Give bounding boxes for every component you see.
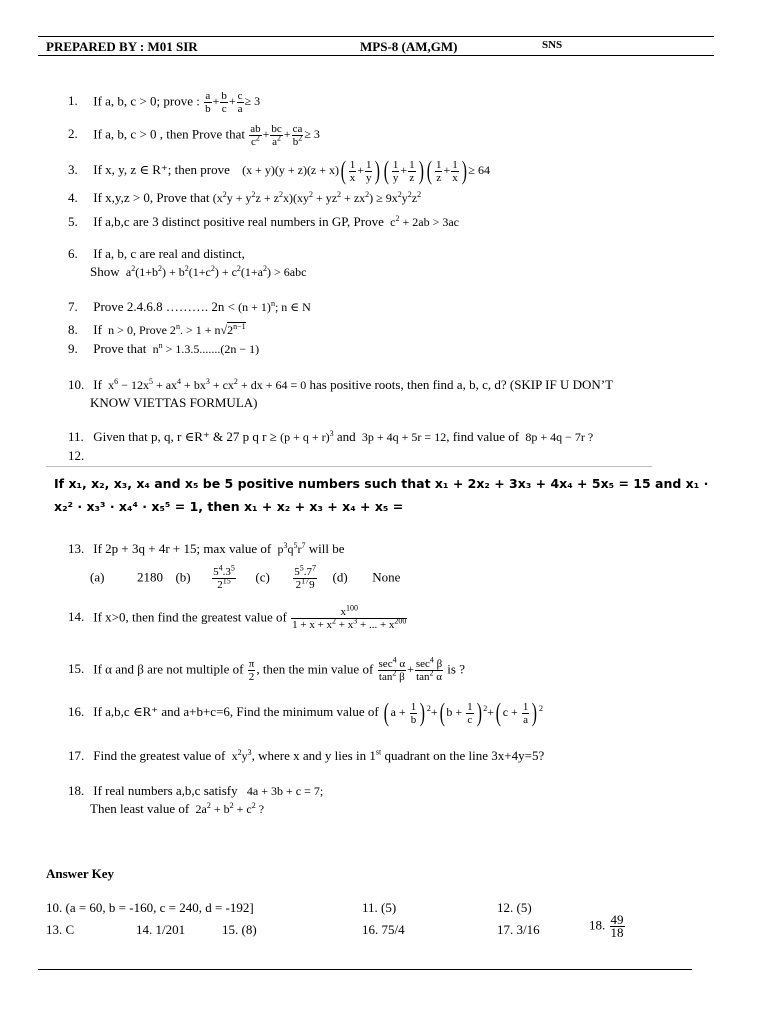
question-math: $x^6 - 12x^5 + ax^4 + bx^3 + cx^2$ + dx + 64 = 0 <box>105 377 307 392</box>
question-12-line-1: If x₁, x₂, x₃, x₄ and x₅ be 5 positive numbers such that x₁ + 2x₂ + 3x₃ + 4x₄ + 5x₅ = 15 and x₁ · <box>54 476 709 491</box>
question-math: $\frac{ab}{c^2}$ + $\frac{bc}{a^2}$ + $\frac{ca}{b^2}$ ≥ 3 <box>250 123 320 148</box>
question-18 <box>68 783 323 799</box>
question-number: 8. <box>68 322 78 337</box>
question-3 <box>68 158 490 184</box>
answer-11: 11. (5) <box>362 900 397 915</box>
question-number: 1. <box>68 93 78 109</box>
question-18-line-2 <box>90 801 264 817</box>
header-right-label: SNS <box>542 39 563 51</box>
option-b-label: (b) <box>175 569 191 585</box>
question-10 <box>68 377 613 393</box>
question-15 <box>68 655 465 683</box>
option-d-label: (d) <box>332 569 348 585</box>
question-text: If x>0, then find the greatest value of <box>93 609 287 625</box>
question-number: 3. <box>68 161 78 177</box>
answer-18-value: $\frac{49}{18}$ <box>610 912 624 940</box>
question-math: $a^2(1+b^2) + b^2(1+c^2) + c^2(1+a^2) > 6abc$ <box>122 264 307 279</box>
question-math: $(x^2y + y^2z + z^2x)(xy^2 + yz^2 + zx^2) \ge 9x^2y^2z^2$ <box>212 190 422 205</box>
question-8 <box>68 322 246 338</box>
question-text: is ? <box>447 661 465 677</box>
question-number: 16. <box>68 703 85 719</box>
answer-12: 12. (5) <box>497 900 532 915</box>
option-c-label: (c) <box>255 569 270 585</box>
question-text: Prove 2.4.6.8 ………. 2n < <box>93 299 235 314</box>
question-12-line-2: x₂² · x₃³ · x₄⁴ · x₅⁵ = 1, then x₁ + x₂ + x₃ + x₄ + x₅ = <box>54 499 404 514</box>
header-bottom-rule <box>38 55 714 56</box>
question-6 <box>68 246 245 262</box>
answer-18 <box>589 914 626 939</box>
question-text: KNOW VIETTAS FORMULA) <box>90 395 258 410</box>
question-text: will be <box>308 541 345 556</box>
option-b-value: $\frac{5^4.3^5}{2^{15}}$ <box>213 563 235 591</box>
answer-13: 13. C <box>46 922 75 937</box>
option-a-label: (a) <box>90 569 105 585</box>
answer-18-label: 18. <box>589 917 606 933</box>
question-11 <box>68 429 593 445</box>
question-number: 17. <box>68 748 85 763</box>
question-6-line-2 <box>90 264 306 280</box>
question-number: 9. <box>68 341 78 356</box>
question-text: If a, b, c > 0; prove : <box>93 93 200 109</box>
answer-15: 15. (8) <box>222 922 257 937</box>
question-number: 5. <box>68 214 78 229</box>
question-13 <box>68 541 344 557</box>
question-text: , where x and y lies in 1 <box>251 748 376 763</box>
answer-10: 10. (a = 60, b = -160, c = 240, d = -192] <box>46 900 254 915</box>
question-text: If a, b, c are real and distinct, <box>93 246 245 261</box>
question-number: 7. <box>68 299 78 314</box>
question-text: Then least value of <box>90 801 190 816</box>
answer-key-title: Answer Key <box>46 866 115 881</box>
question-text: quadrant on the line 3x+4y=5? <box>384 748 545 763</box>
question-text: If a,b,c are 3 distinct positive real numbers in GP, Prove <box>93 214 384 229</box>
question-12 <box>68 448 90 464</box>
question-number: 10. <box>68 377 85 392</box>
question-math: ( a + $\frac{1}{b}$ ) $^2$+( b + $\frac{1}{c}$ ) $^2$+( c + $\frac{1}{a}$ ) $^2$ <box>383 698 543 727</box>
question-text: If a, b, c > 0 , then Prove that <box>93 126 245 142</box>
question-text: If real numbers a,b,c satisfy <box>93 783 238 798</box>
question-math: 3p + 4q + 5r = 12 <box>358 430 447 444</box>
question-7 <box>68 299 311 315</box>
question-text: , then the min value of <box>256 661 374 677</box>
question-math: $x^2y^3$ <box>228 748 252 763</box>
question-math: $(p + q + r)^3$ <box>280 429 334 444</box>
answer-17: 17. 3/16 <box>497 922 540 937</box>
option-c-value: $\frac{5^5.7^7}{2^{17}9}$ <box>294 563 317 591</box>
question-text: If <box>93 322 102 337</box>
question-12-image <box>46 466 709 517</box>
question-math: $\frac{a}{b}$ + $\frac{b}{c}$ + $\frac{c}{a}$ ≥ 3 <box>205 90 261 115</box>
header-top-rule <box>38 36 714 37</box>
question-math: $p^3q^5r^7$ <box>274 541 306 556</box>
question-5 <box>68 214 459 230</box>
question-text: If a,b,c ∈R⁺ and a+b+c=6, Find the minimum value of <box>93 703 379 719</box>
question-math: 8p + 4q − 7r ? <box>522 430 594 444</box>
question-math: $n^n > 1.3.5.......(2n - 1)$ <box>149 341 260 356</box>
question-13-options <box>90 563 401 591</box>
question-number: 13. <box>68 541 85 556</box>
question-text: If α and β are not multiple of <box>93 661 244 677</box>
question-14 <box>68 603 408 631</box>
question-10-line-2 <box>90 395 257 411</box>
question-4 <box>68 190 421 206</box>
footer-rule <box>38 969 692 970</box>
question-text: st <box>375 747 382 757</box>
question-number: 15. <box>68 661 85 677</box>
question-number: 14. <box>68 609 85 625</box>
prepared-by: PREPARED BY : M01 SIR <box>46 39 198 54</box>
question-math: n > 0, Prove $2^n$. > $1 + n√2^{n-1}$ <box>105 322 246 337</box>
question-number: 2. <box>68 126 78 142</box>
question-text: If 2p + 3q + 4r + 15; max value of <box>93 541 272 556</box>
question-math: $(n + 1)^n$; n ∈ N <box>238 299 311 314</box>
question-number: 11. <box>68 429 84 444</box>
question-text: If x, y, z ∈ R⁺; then prove <box>93 161 230 177</box>
option-d-value: None <box>372 569 401 585</box>
question-math: $\frac{\pi}{2}$ <box>248 658 255 683</box>
question-text: If x,y,z > 0, Prove that <box>93 190 210 205</box>
question-text: Show <box>90 264 120 279</box>
question-1 <box>68 90 260 115</box>
question-text: If <box>93 377 102 392</box>
question-text: Given that p, q, r ∈R⁺ & 27 p q r ≥ <box>93 429 277 444</box>
question-math: (x + y)(y + z)(z + x)( $\frac{1}{x}$ + $\frac{1}{y}$ ) ( $\frac{1}{y}$ + $\frac{1}{z}$ ) ( $\frac{1}{z}$ + $\frac{1}{x}$ ) ≥ 64 <box>233 156 490 185</box>
question-number: 18. <box>68 783 85 798</box>
document-title: MPS-8 (AM,GM) <box>360 39 458 54</box>
question-number: 12. <box>68 448 85 463</box>
question-9 <box>68 341 259 357</box>
question-2 <box>68 123 320 148</box>
option-a-value: 2180 <box>136 569 163 585</box>
question-number: 4. <box>68 190 78 205</box>
question-math: $c^2 + 2ab > 3ac$ <box>387 214 459 229</box>
question-text: Find the greatest value of <box>93 748 226 763</box>
question-text: Prove that <box>93 341 147 356</box>
question-number: 6. <box>68 246 78 261</box>
question-16 <box>68 700 543 726</box>
question-17 <box>68 748 544 764</box>
question-math: $2a^2 + b^2 + c^2$ ? <box>192 801 265 816</box>
answer-14: 14. 1/201 <box>136 922 186 937</box>
question-math: $\frac{\sec^4 \alpha}{\tan^2 \beta}$ + $\frac{\sec^4 \beta}{\tan^2 \alpha}$ <box>378 655 443 683</box>
question-text: , find value of <box>446 429 520 444</box>
question-text: and <box>336 429 356 444</box>
question-text: has positive roots, then find a, b, c, d? (SKIP IF U DON’T <box>309 377 614 392</box>
answer-16: 16. 75/4 <box>362 922 405 937</box>
question-math: 4a + 3b + c = 7; <box>240 784 324 798</box>
question-math: $\frac{x^{100}}{1 + x + x^2 + x^3 + ... + x^{200}}$ <box>292 603 407 631</box>
